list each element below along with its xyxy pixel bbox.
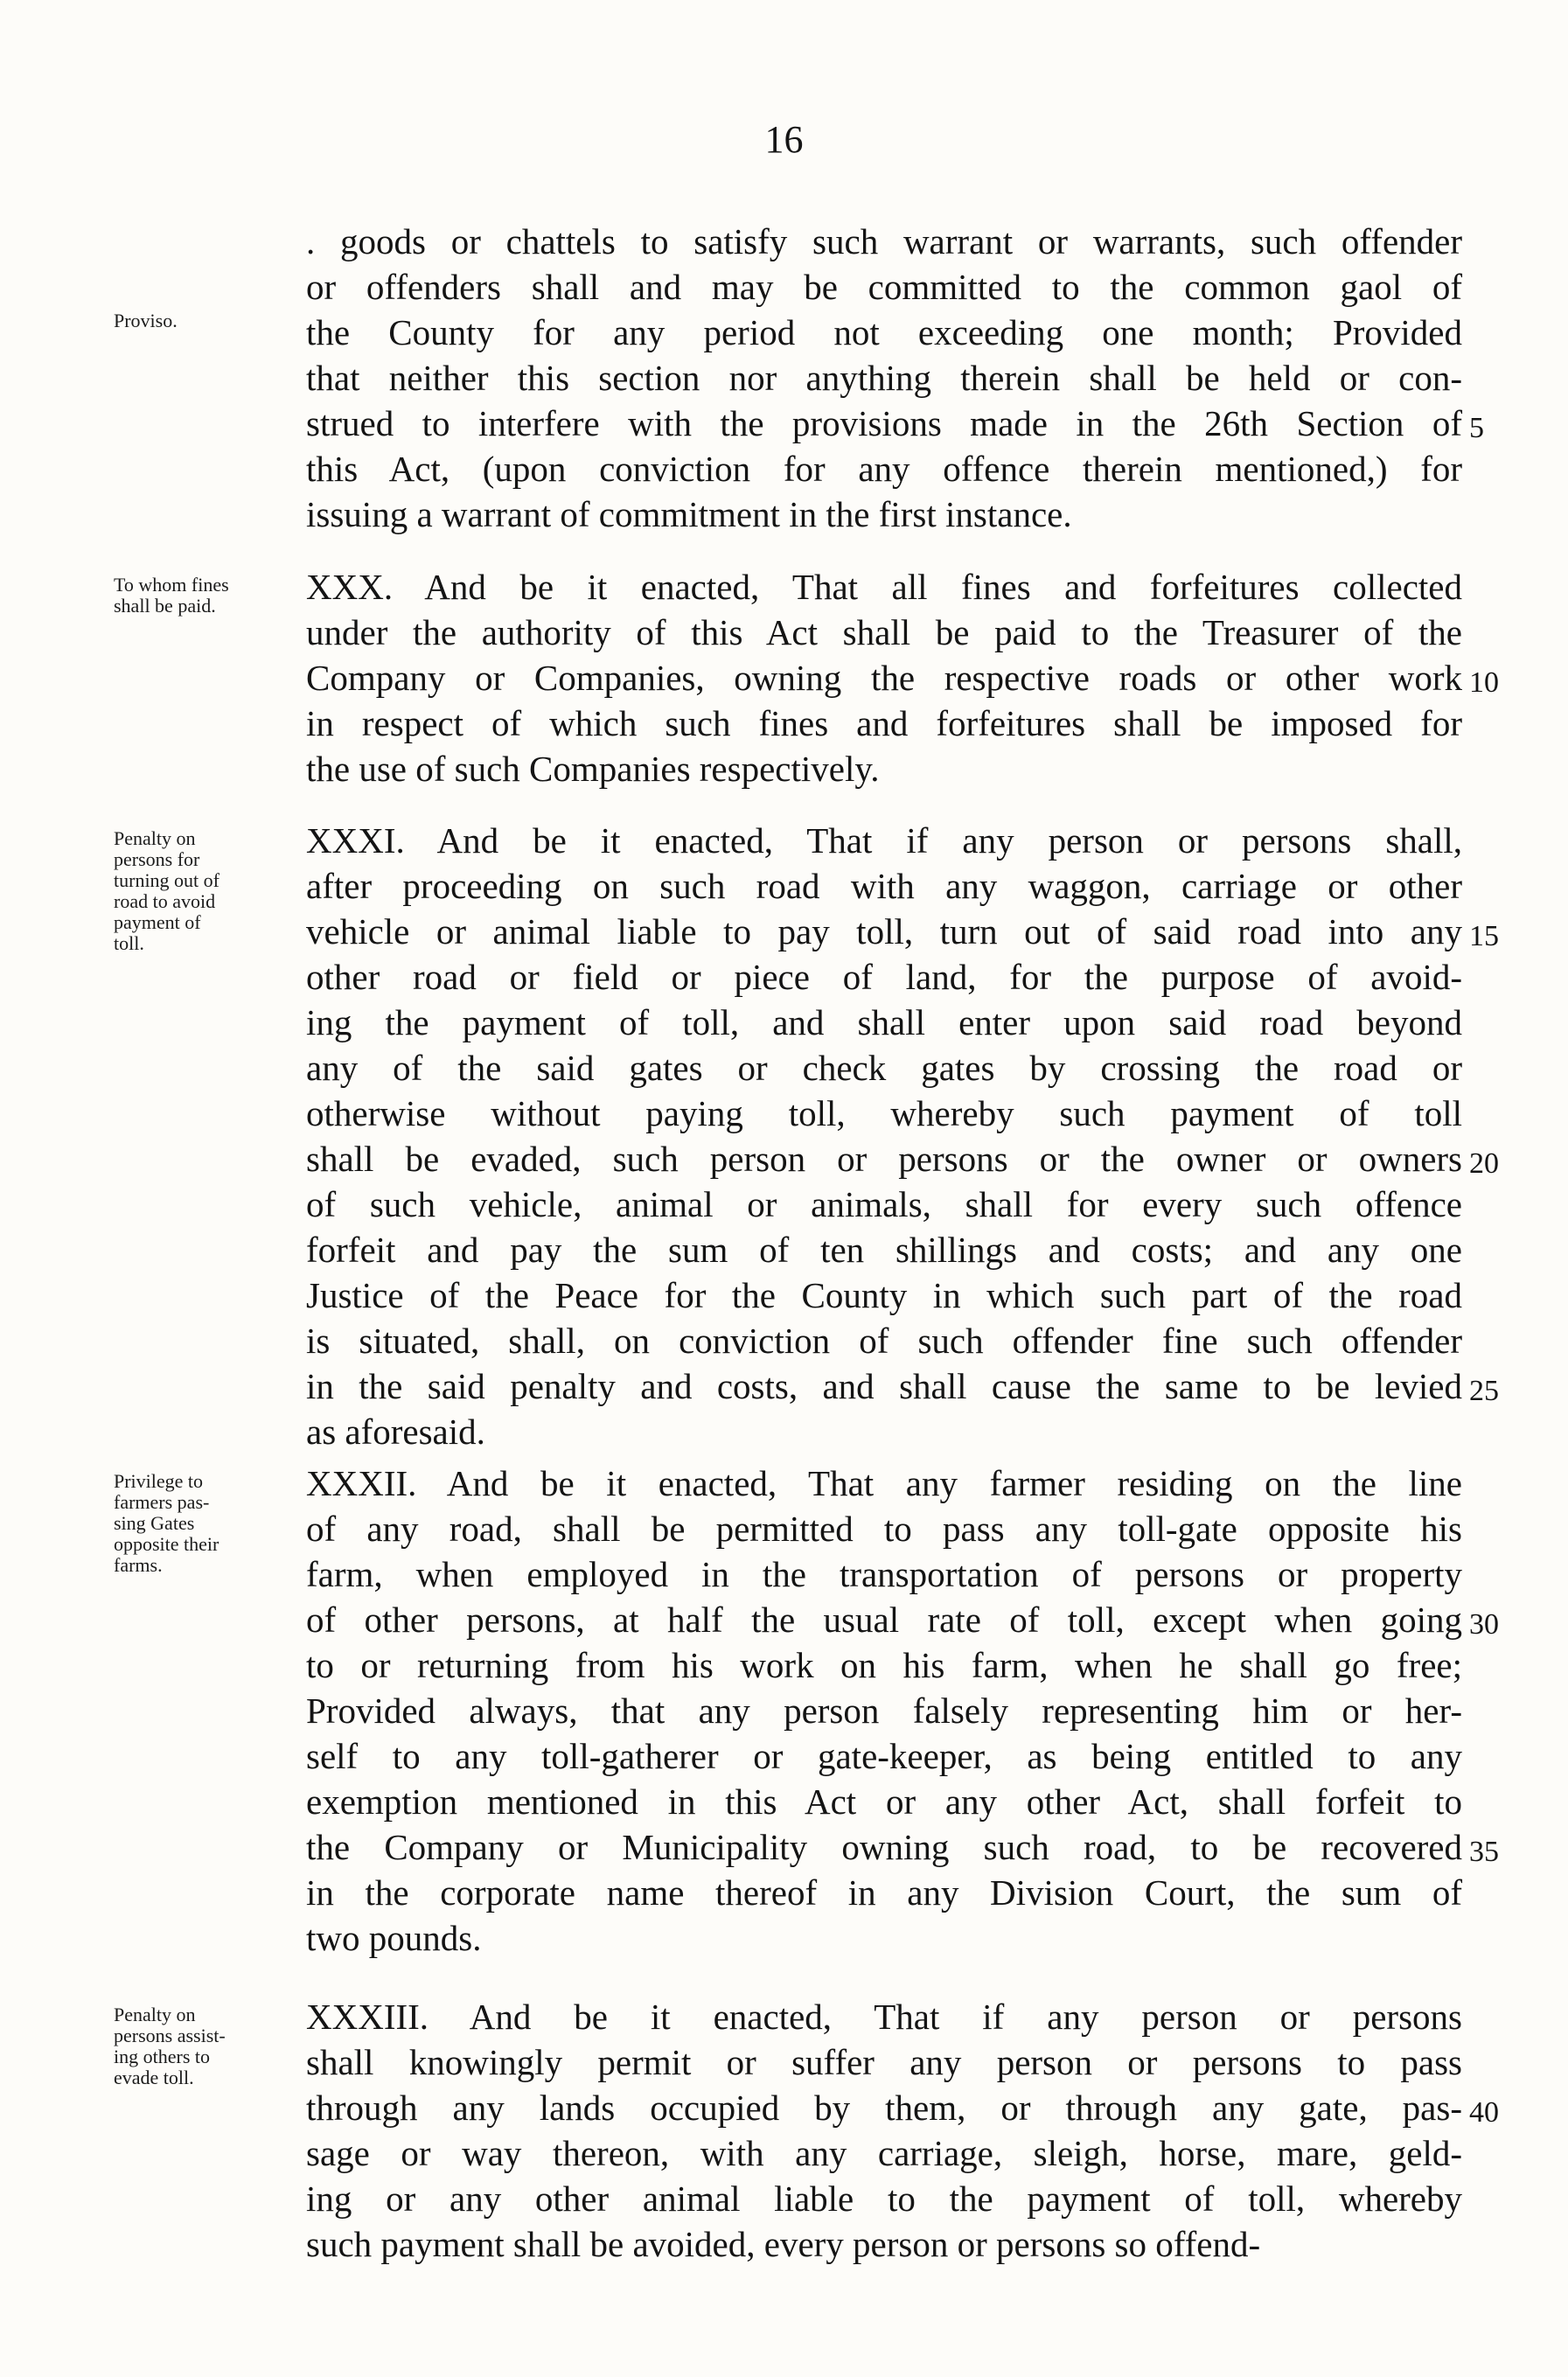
text-line: this Act, (upon conviction for any offence therein mentioned,) for: [306, 449, 1462, 489]
text-line: Company or Companies, owning the respective roads or other work: [306, 658, 1462, 698]
text-line: ing the payment of toll, and shall enter upon said road beyond: [306, 1002, 1462, 1042]
margin-note-line: To whom fines: [114, 574, 229, 596]
text-line: of other persons, at half the usual rate of toll, except when going: [306, 1600, 1462, 1640]
line-number: 10: [1469, 666, 1499, 699]
text-line: strued to interfere with the provisions made in the 26th Section of: [306, 403, 1462, 443]
text-line: the Company or Municipality owning such road, to be recovered: [306, 1827, 1462, 1867]
line-number: 30: [1469, 1608, 1499, 1641]
margin-note-line: Penalty on: [114, 2004, 196, 2025]
text-line: Justice of the Peace for the County in which such part of the road: [306, 1275, 1462, 1315]
text-line: of any road, shall be permitted to pass any toll-gate opposite his: [306, 1509, 1462, 1549]
margin-note-line: Proviso.: [114, 310, 178, 331]
text-line: farm, when employed in the transportation of persons or property: [306, 1554, 1462, 1594]
margin-note: [114, 828, 297, 954]
text-line: in respect of which such fines and forfeitures shall be imposed for: [306, 703, 1462, 743]
text-line: two pounds.: [306, 1918, 482, 1958]
text-line: sage or way thereon, with any carriage, sleigh, horse, mare, geld-: [306, 2133, 1462, 2173]
margin-note: [114, 575, 297, 617]
margin-note-line: toll.: [114, 932, 144, 954]
text-line: the use of such Companies respectively.: [306, 749, 880, 789]
line-number: 25: [1469, 1375, 1499, 1407]
text-line: the County for any period not exceeding one month; Provided: [306, 312, 1462, 352]
margin-note-line: Penalty on: [114, 827, 196, 849]
text-line: of such vehicle, animal or animals, shall for every such offence: [306, 1184, 1462, 1224]
text-line: issuing a warrant of commitment in the first instance.: [306, 494, 1072, 534]
text-line: exemption mentioned in this Act or any other Act, shall forfeit to: [306, 1781, 1462, 1822]
text-line: or offenders shall and may be committed to the common gaol of: [306, 267, 1462, 307]
margin-note-line: Privilege to: [114, 1470, 204, 1492]
text-line: ing or any other animal liable to the payment of toll, whereby: [306, 2178, 1462, 2219]
margin-note-line: farmers pas-: [114, 1491, 210, 1513]
margin-note-line: road to avoid: [114, 890, 216, 912]
text-line: to or returning from his work on his farm, when he shall go free;: [306, 1645, 1462, 1685]
text-line: as aforesaid.: [306, 1412, 485, 1452]
line-number: 35: [1469, 1836, 1499, 1868]
line-number: 5: [1469, 412, 1484, 444]
margin-note-line: sing Gates: [114, 1512, 195, 1534]
margin-note-line: opposite their: [114, 1533, 220, 1555]
text-line: XXXIII. And be it enacted, That if any person or persons: [306, 1997, 1462, 2037]
margin-note-line: turning out of: [114, 869, 220, 891]
text-line: shall knowingly permit or suffer any person or persons to pass: [306, 2042, 1462, 2082]
margin-note-line: persons assist-: [114, 2025, 226, 2046]
text-line: any of the said gates or check gates by crossing the road or: [306, 1048, 1462, 1088]
page-number: 16: [764, 118, 804, 161]
margin-note: [114, 310, 297, 331]
text-line: that neither this section nor anything therein shall be held or con-: [306, 358, 1462, 398]
text-line: XXXII. And be it enacted, That any farmer residing on the line: [306, 1463, 1462, 1503]
text-line: in the corporate name thereof in any Division Court, the sum of: [306, 1872, 1462, 1913]
line-number: 40: [1469, 2096, 1499, 2129]
text-line: after proceeding on such road with any waggon, carriage or other: [306, 866, 1462, 906]
text-line: is situated, shall, on conviction of such offender fine such offender: [306, 1321, 1462, 1361]
text-line: through any lands occupied by them, or through any gate, pas-: [306, 2088, 1462, 2128]
text-line: Provided always, that any person falsely representing him or her-: [306, 1690, 1462, 1731]
line-number: 20: [1469, 1147, 1499, 1180]
text-line: XXX. And be it enacted, That all fines and forfeitures collected: [306, 567, 1462, 607]
margin-note-line: evade toll.: [114, 2067, 194, 2088]
text-line: . goods or chattels to satisfy such warrant or warrants, such offender: [306, 221, 1462, 261]
text-line: otherwise without paying toll, whereby such payment of toll: [306, 1093, 1462, 1133]
text-line: forfeit and pay the sum of ten shillings and costs; and any one: [306, 1230, 1462, 1270]
line-number: 15: [1469, 920, 1499, 952]
text-line: under the authority of this Act shall be paid to the Treasurer of the: [306, 612, 1462, 652]
margin-note-line: ing others to: [114, 2046, 210, 2067]
text-line: other road or field or piece of land, for the purpose of avoid-: [306, 957, 1462, 997]
margin-note: [114, 2004, 297, 2088]
text-line: vehicle or animal liable to pay toll, turn out of said road into any: [306, 911, 1462, 951]
text-line: in the said penalty and costs, and shall cause the same to be levied: [306, 1366, 1462, 1406]
margin-note-line: farms.: [114, 1554, 163, 1576]
text-line: XXXI. And be it enacted, That if any person or persons shall,: [306, 820, 1462, 861]
text-line: shall be evaded, such person or persons or the owner or owners: [306, 1139, 1462, 1179]
margin-note-line: persons for: [114, 848, 200, 870]
text-line: such payment shall be avoided, every person or persons so offend-: [306, 2224, 1261, 2264]
margin-note: [114, 1471, 297, 1576]
margin-note-line: shall be paid.: [114, 595, 216, 617]
text-line: self to any toll-gatherer or gate-keeper, as being entitled to any: [306, 1736, 1462, 1776]
margin-note-line: payment of: [114, 911, 201, 933]
